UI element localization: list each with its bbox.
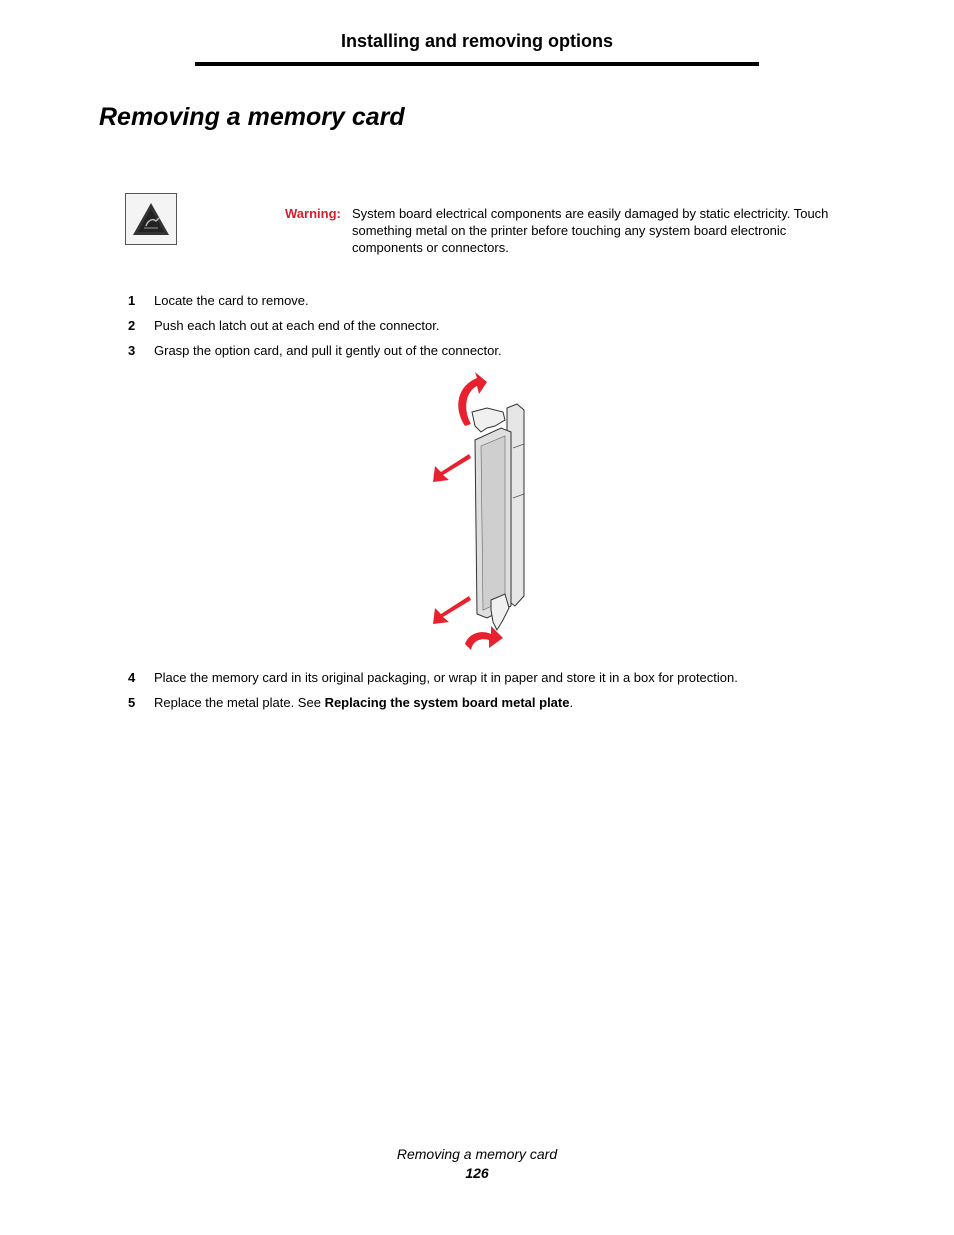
header-rule	[195, 62, 759, 66]
arrow-icon	[433, 454, 471, 482]
step-text	[154, 695, 573, 710]
footer-section-title: Removing a memory card	[396, 1146, 558, 1162]
step-number: 3	[128, 343, 136, 358]
step-text: Grasp the option card, and pull it gently out of the connector.	[154, 343, 502, 358]
warning-text: System board electrical components are easily damaged by static electricity. Touch something metal on the printer before touching any system board electronic components or connectors.	[352, 206, 829, 255]
step-number: 4	[128, 670, 136, 685]
step-number: 1	[128, 293, 136, 308]
step-text: Place the memory card in its original packaging, or wrap it in paper and store it in a box for protection.	[154, 670, 738, 685]
running-header: Installing and removing options	[340, 31, 613, 51]
cross-reference-link[interactable]: Replacing the system board metal plate	[324, 695, 570, 710]
warning-label: Warning:	[285, 206, 341, 221]
arrow-icon	[433, 596, 471, 624]
step-text-before: Replace the metal plate. See	[154, 695, 325, 710]
page-number: 126	[465, 1165, 489, 1181]
memory-card-removal-illustration	[425, 368, 535, 658]
step-number: 2	[128, 318, 136, 333]
step-text: Push each latch out at each end of the connector.	[154, 318, 440, 333]
esd-warning-icon	[125, 193, 177, 245]
step-text: Locate the card to remove.	[154, 293, 309, 308]
step-text-after: .	[569, 695, 574, 710]
step-number: 5	[128, 695, 136, 710]
page-title: Removing a memory card	[99, 103, 405, 131]
